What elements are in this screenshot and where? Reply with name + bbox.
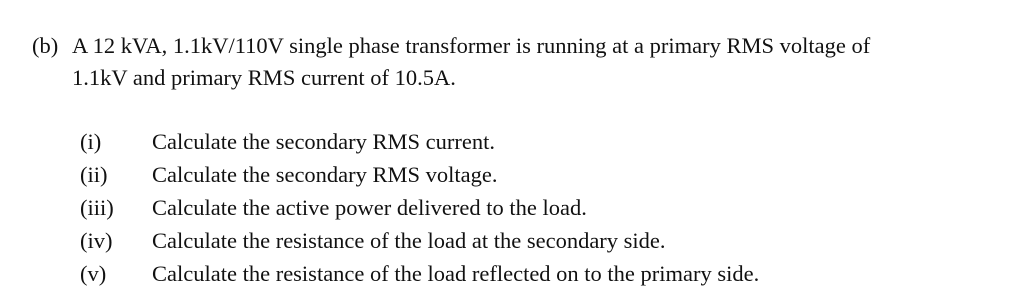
question-b: [32, 30, 992, 94]
subpart-text: Calculate the resistance of the load at the secondary side.: [152, 228, 666, 253]
subpart-label: (iii): [80, 195, 114, 220]
subpart-text: Calculate the resistance of the load reflected on to the primary side.: [152, 261, 760, 286]
subpart-label: (i): [80, 129, 102, 154]
subpart-label: (ii): [80, 162, 108, 187]
question-first-line: [32, 30, 992, 62]
question-second-line: [32, 62, 992, 94]
subpart-label: (v): [80, 261, 107, 286]
subpart-v: [80, 257, 980, 290]
question-text-line-2: 1.1kV and primary RMS current of 10.5A.: [72, 65, 456, 90]
subpart-text: Calculate the secondary RMS current.: [152, 129, 496, 154]
subpart-i: [80, 125, 980, 158]
subpart-iii: [80, 191, 980, 224]
subpart-iv: [80, 224, 980, 257]
subpart-label: (iv): [80, 228, 113, 253]
subpart-ii: [80, 158, 980, 191]
question-label: (b): [32, 33, 59, 58]
subpart-text: Calculate the active power delivered to the load.: [152, 195, 587, 220]
subpart-list: [80, 125, 980, 290]
question-text-line-1: A 12 kVA, 1.1kV/110V single phase transformer is running at a primary RMS voltage of: [72, 33, 871, 58]
subpart-text: Calculate the secondary RMS voltage.: [152, 162, 498, 187]
